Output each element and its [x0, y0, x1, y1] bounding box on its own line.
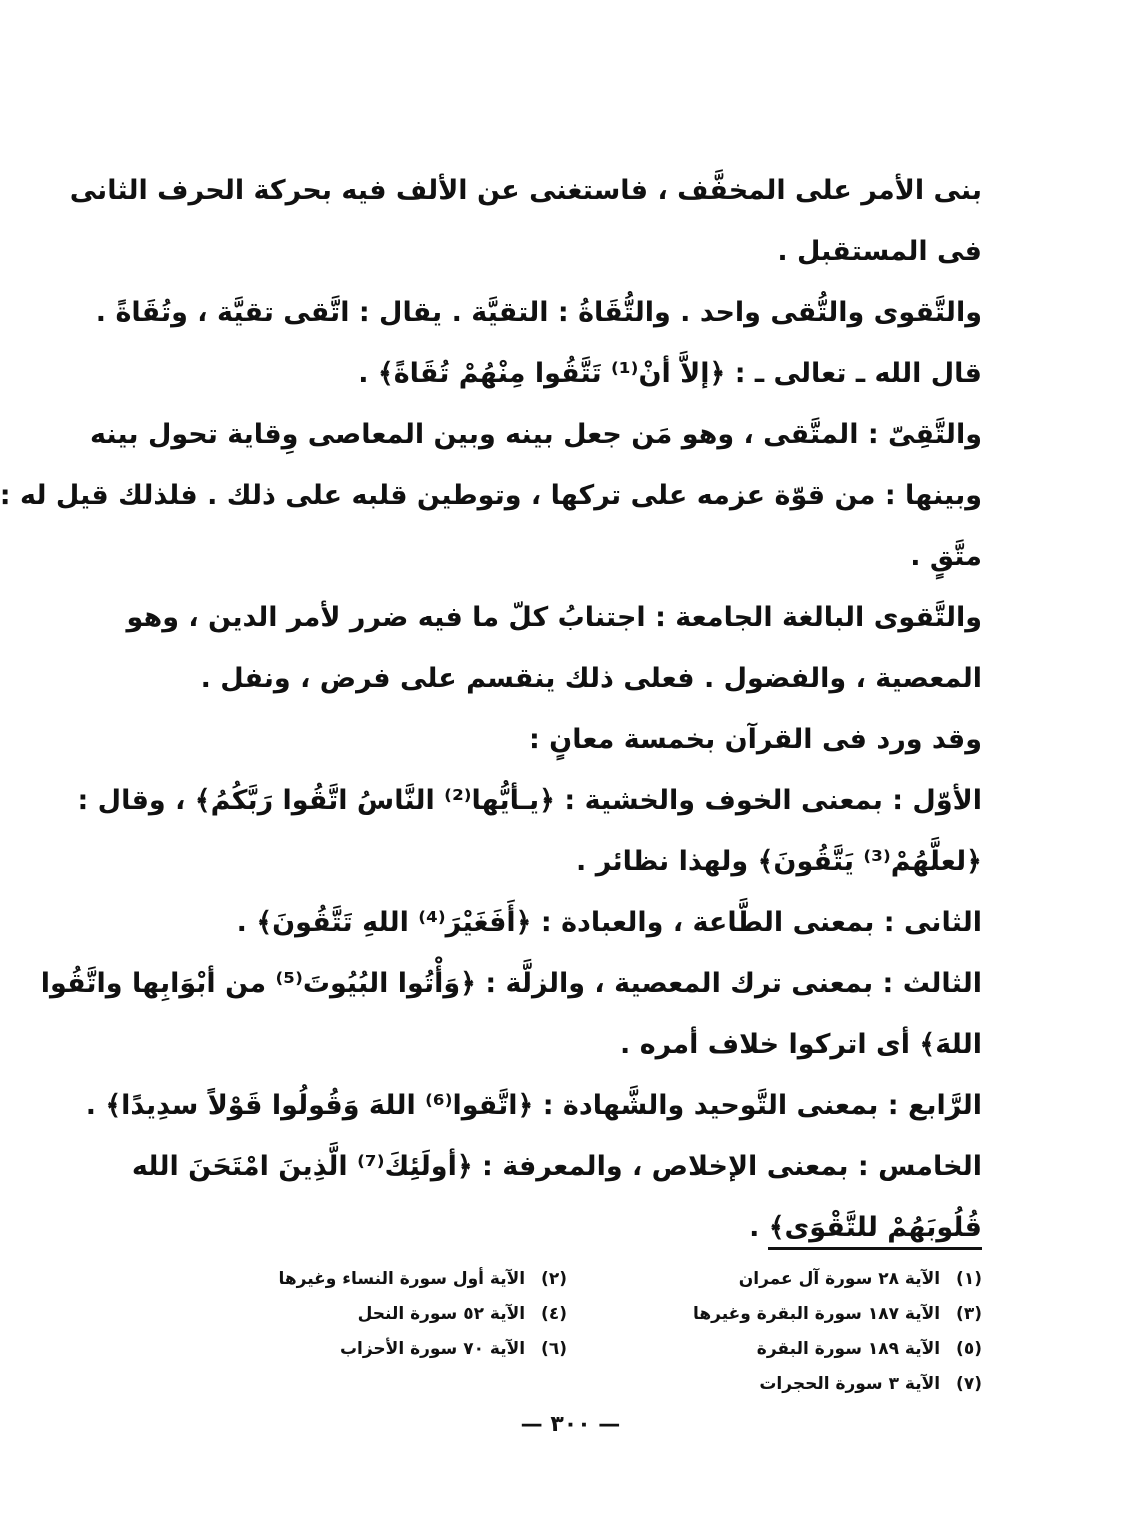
- footnote-row: [152, 1297, 982, 1332]
- page-number: — ٣٠٠ —: [520, 1412, 621, 1437]
- text-line: والتَّقوى البالغة الجامعة : اجتنابُ كلّ ما فيه ضرر لأمر الدين ، وهو: [126, 602, 982, 633]
- footnote-number: (٢): [541, 1269, 567, 1289]
- text-line: المعصية ، والفضول . فعلى ذلك ينقسم على فرض ، ونفل .: [200, 663, 982, 694]
- footnote-text: الآية ٣ سورة الحجرات: [759, 1374, 941, 1394]
- text-line: فى المستقبل .: [777, 236, 982, 267]
- text-line: الثالث : بمعنى ترك المعصية ، والزلَّة : ﴿وَأْتُوا البُيُوتَ⁽⁵⁾ من أبْوَابِها واتَّقُوا: [40, 968, 982, 999]
- footnote: [567, 1332, 982, 1367]
- footnote-number: (٤): [541, 1304, 567, 1324]
- footnote: [152, 1332, 567, 1367]
- footnote-row: [152, 1332, 982, 1367]
- footnote-row: [152, 1262, 982, 1297]
- footnote-text: الآية ٧٠ سورة الأحزاب: [339, 1339, 526, 1359]
- footnote: [152, 1297, 567, 1332]
- footnote-number: (٦): [541, 1339, 567, 1359]
- text-line: وقد ورد فى القرآن بخمسة معانٍ :: [528, 724, 982, 755]
- text-line: والتَّقِىّ : المتَّقى ، وهو مَن جعل بينه وبين المعاصى وِقاية تحول بينه: [89, 419, 982, 450]
- footnote-number: (١): [956, 1269, 982, 1289]
- text-line: بنى الأمر على المخفَّف ، فاستغنى عن الألف فيه بحركة الحرف الثانى: [69, 175, 982, 206]
- footnote-text: الآية ٥٢ سورة النحل: [357, 1304, 526, 1324]
- text-line: الأوّل : بمعنى الخوف والخشية : ﴿يـأيُّها⁽²⁾ النَّاسُ اتَّقُوا رَبَّكُمُ﴾ ، وقال :: [77, 785, 982, 816]
- text-line: قال الله ـ تعالى ـ : ﴿إلاَّ أنْ⁽¹⁾ تَتَّقُوا مِنْهُمْ تُقَاةً﴾ .: [358, 358, 982, 389]
- footnote-number: (٣): [956, 1304, 982, 1324]
- text-line: الخامس : بمعنى الإخلاص ، والمعرفة : ﴿أولَئِكَ⁽⁷⁾ الَّذِينَ امْتَحَنَ الله: [131, 1151, 982, 1182]
- footnote: [567, 1262, 982, 1297]
- text-line: وبينها : من قوّة عزمه على تركها ، وتوطين قلبه على ذلك . فلذلك قيل له :: [0, 480, 982, 511]
- text-line: الثانى : بمعنى الطَّاعة ، والعبادة : ﴿أَفَغَيْرَ⁽⁴⁾ اللهِ تَتَّقُونَ﴾ .: [236, 907, 982, 938]
- footnote-text: الآية أول سورة النساء وغيرها: [278, 1269, 526, 1289]
- footnote-separator: [768, 1247, 982, 1250]
- text-line: ﴿لعلَّهُمْ⁽³⁾ يَتَّقُونَ﴾ ولهذا نظائر .: [576, 846, 982, 877]
- footnote: [567, 1297, 982, 1332]
- footnote-text: الآية ٢٨ سورة آل عمران: [738, 1269, 941, 1289]
- text-line: متَّقٍ .: [910, 541, 982, 572]
- text-line: اللهَ﴾ أى اتركوا خلاف أمره .: [620, 1029, 982, 1060]
- footnote-text: الآية ١٨٩ سورة البقرة: [756, 1339, 941, 1359]
- footnote: [152, 1262, 567, 1297]
- text-line: قُلُوبَهُمْ للتَّقْوَى﴾ .: [749, 1212, 982, 1243]
- footnote-text: الآية ١٨٧ سورة البقرة وغيرها: [693, 1304, 941, 1324]
- footnote: [567, 1367, 982, 1402]
- footnote-number: (٥): [956, 1339, 982, 1359]
- footnote-row: [152, 1367, 982, 1402]
- footnotes: [152, 1262, 982, 1402]
- text-line: الرَّابع : بمعنى التَّوحيد والشَّهادة : ﴿اتَّقوا⁽⁶⁾ اللهَ وَقُولُوا قَوْلاً سدِيدًا﴾ .: [85, 1090, 982, 1121]
- body-text: [0, 160, 982, 1258]
- text-line: والتَّقوى والتُّقى واحد . والتُّقَاةُ : التقيَّة . يقال : اتَّقى تقيَّة ، وتُقَاةً .: [95, 297, 982, 328]
- footnote-number: (٧): [956, 1374, 982, 1394]
